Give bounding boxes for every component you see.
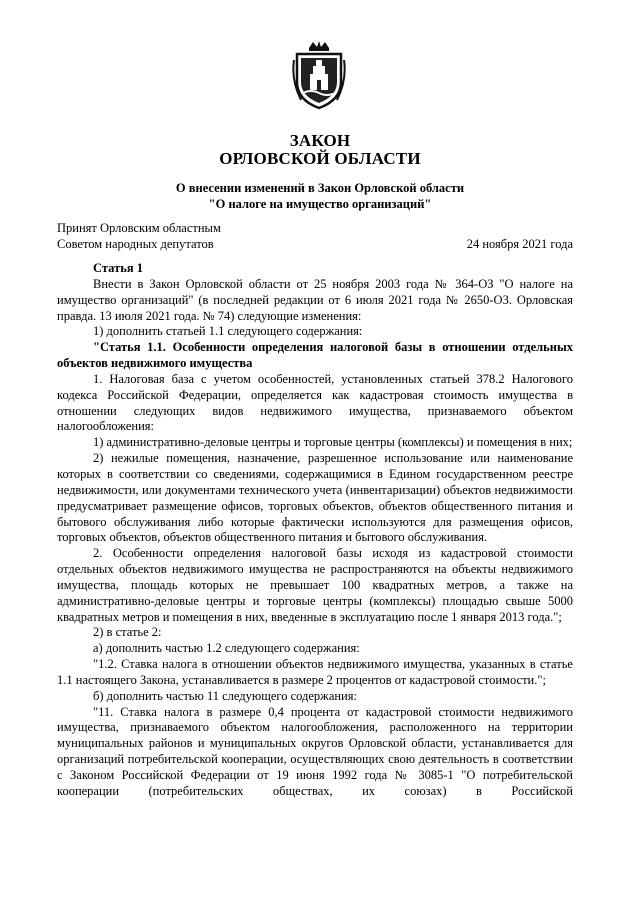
paragraph: 2) в статье 2: (93, 625, 162, 640)
paragraph: "11. Ставка налога в размере 0,4 процента от кадастровой стоимости недвижимого имущества, признаваемого объектом налогообложения, расположенного на территории муниципальных районов и муниципальных округов Орловской области, устанавливается для организаций потребительской кооперации, осуществляющих свою деятельность в соответствии с Законом Российской Федерации от 19 июня 1992 года № 3085-1 "О потребительской кооперации (потребительских обществах, их союзах) в Российской (57, 704, 573, 798)
paragraph: 2. Особенности определения налоговой базы исходя из кадастровой стоимости отдельных объектов недвижимого имущества не распространяются на объекты недвижимого имущества, площадь которых не превышает 100 квадратных метров, а также на административно-деловые центры и торговые центры (комплексы) площадью свыше 5000 квадратных метров и помещения в них, введенные в эксплуатацию после 1 января 2013 года."; (57, 546, 573, 624)
law-subject-line1: О внесении изменений в Закон Орловской области (175, 181, 465, 195)
law-body (57, 261, 573, 800)
paragraph: Внести в Закон Орловской области от 25 ноября 2003 года № 364-ОЗ "О налоге на имущество организаций" (в последней редакции от 6 июля 2021 года № 2650-ОЗ. Орловская правда. 13 июля 2021 года. № 74) следующие изменения: (57, 276, 573, 323)
law-region: ОРЛОВСКОЙ ОБЛАСТИ (219, 149, 421, 168)
coat-of-arms-emblem (291, 40, 347, 110)
paragraph: 2) нежилые помещения, назначение, разрешенное использование или наименование которых в соответствии со сведениями, содержащимися в Едином государственном реестре недвижимости, или документами технического учета (инвентаризации) объектов недвижимости предусматривает размещение офисов, торговых объектов, объектов общественного питания и бытового обслуживания либо которые фактически используются для размещения офисов, торговых объектов, объектов общественного питания и бытового обслуживания. (57, 451, 573, 545)
article-1-1-heading: "Статья 1.1. Особенности определения налоговой базы в отношении отдельных объектов недвижимого имущества (57, 340, 573, 371)
adopted-by (57, 220, 221, 252)
adopted-by-line1: Принят Орловским областным (57, 221, 221, 235)
article-heading: Статья 1 (93, 261, 143, 275)
paragraph: б) дополнить частью 11 следующего содержания: (93, 688, 357, 703)
paragraph: 1. Налоговая база с учетом особенностей, установленных статьей 378.2 Налогового кодекса Российской Федерации, определяется как кадастровая стоимость имущества в отношении следующих видов недвижимого имущества, признаваемого объектом налогообложения: (57, 371, 573, 434)
law-subject-line2: "О налоге на имущество организаций" (208, 197, 432, 211)
adopted-by-line2: Советом народных депутатов (57, 237, 214, 251)
paragraph: 1) административно-деловые центры и торговые центры (комплексы) и помещения в них; (93, 435, 573, 450)
law-title: ЗАКОН (289, 131, 351, 150)
paragraph: а) дополнить частью 1.2 следующего содержания: (93, 641, 360, 656)
adoption-date: 24 ноября 2021 года (466, 237, 573, 251)
paragraph: "1.2. Ставка налога в отношении объектов недвижимого имущества, указанных в статье 1.1 настоящего Закона, устанавливается в размере 2 процентов от кадастровой стоимости."; (57, 657, 573, 687)
paragraph: 1) дополнить статьей 1.1 следующего содержания: (93, 324, 363, 339)
